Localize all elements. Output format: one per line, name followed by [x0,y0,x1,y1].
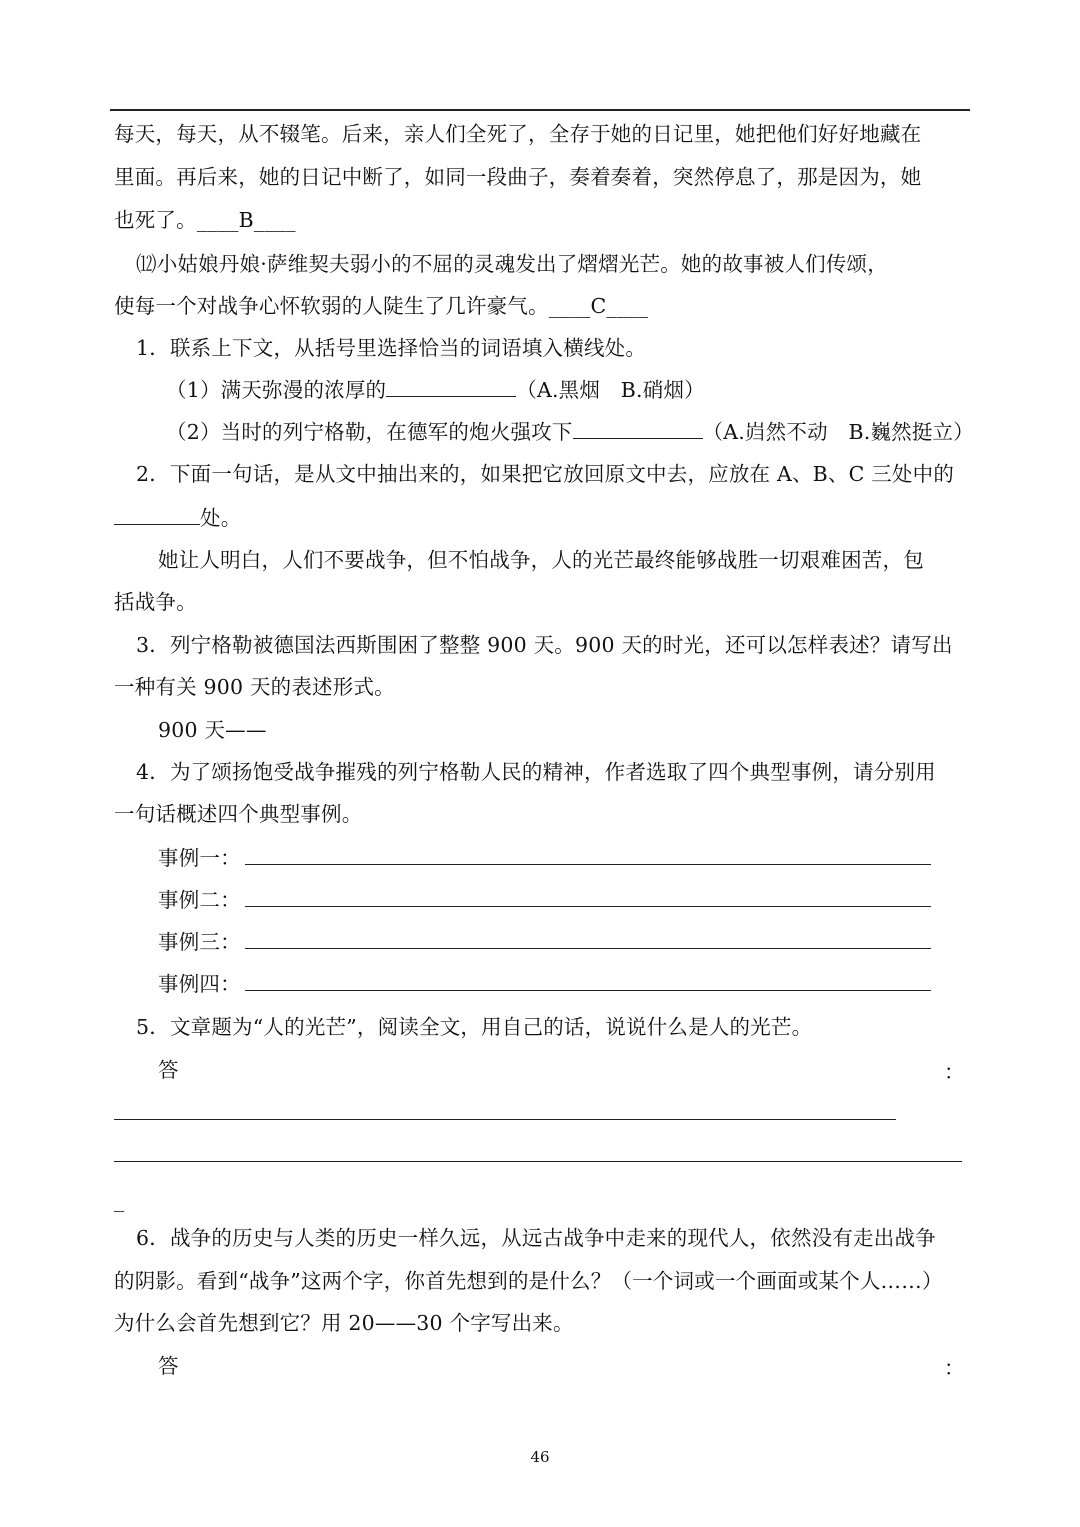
question-2-sentence-line-2: 括战争。 [114,590,197,614]
question-5-answer-line-1[interactable] [114,1119,896,1120]
example-4-label: 事例四： [158,972,241,996]
question-4-prompt-line-1: 4．为了颂扬饱受战争摧残的列宁格勒人民的精神，作者选取了四个典型事例，请分别用 [136,760,936,784]
example-1-row [158,844,931,872]
paragraph-12-line-1: ⑿小姑娘丹娘·萨维契夫弱小的不屈的灵魂发出了熠熠光芒。她的故事被人们传颂， [136,252,888,276]
example-2-label: 事例二： [158,888,241,912]
question-4-prompt-line-2: 一句话概述四个典型事例。 [114,802,363,826]
header-rule [110,109,970,111]
example-3-label: 事例三： [158,930,241,954]
question-6-answer-colon: ： [944,1356,965,1380]
question-1-sub-2 [166,418,974,446]
question-6-prompt-line-1: 6．战争的历史与人类的历史一样久远，从远古战争中走来的现代人，依然没有走出战争 [136,1226,936,1250]
question-2-sentence-line-1: 她让人明白，人们不要战争，但不怕战争，人的光芒最终能够战胜一切艰难困苦，包 [158,548,924,572]
example-4-answer-line[interactable] [245,972,931,991]
question-2-prompt-suffix: 处。 [200,506,242,530]
question-3-prompt-line-2: 一种有关 900 天的表述形式。 [114,675,395,699]
question-1-sub-1-options: （A.黑烟 B.硝烟） [516,378,705,402]
question-6-prompt-line-2: 的阴影。看到“战争”这两个字，你首先想到的是什么？（一个词或一个画面或某个人……） [114,1269,943,1293]
question-1-sub-1-text: （1）满天弥漫的浓厚的 [166,378,387,402]
question-2-prompt-line-2 [114,504,241,532]
question-1-sub-1 [166,376,705,404]
passage-line-1: 每天，每天，从不辍笔。后来，亲人们全死了，全存于她的日记里，她把他们好好地藏在 [114,122,922,146]
page-number: 46 [530,1448,550,1466]
passage-line-2: 里面。再后来，她的日记中断了，如同一段曲子，奏着奏着，突然停息了，那是因为，她 [114,165,922,189]
passage-line-3 [114,206,296,234]
question-1-prompt: 1．联系上下文，从括号里选择恰当的词语填入横线处。 [136,336,647,360]
question-5-answer-colon: ： [944,1060,965,1084]
paragraph-12-line-2 [114,292,648,320]
question-6-answer-label: 答 [158,1354,179,1378]
example-3-answer-line[interactable] [245,930,931,949]
question-5-answer-line-2[interactable] [114,1161,962,1162]
example-1-answer-line[interactable] [245,846,931,865]
question-2-blank[interactable] [114,504,200,525]
question-1-sub-2-options: （A.岿然不动 B.巍然挺立） [702,420,974,444]
question-3-answer-label[interactable]: 900 天—— [158,718,267,742]
question-3-prompt-line-1: 3．列宁格勒被德国法西斯围困了整整 900 天。900 天的时光，还可以怎样表述？请写出 [136,633,953,657]
example-3-row [158,928,931,956]
question-1-sub-2-text: （2）当时的列宁格勒，在德军的炮火强攻下 [166,420,573,444]
question-5-prompt: 5．文章题为“人的光芒”，阅读全文，用自己的话，说说什么是人的光芒。 [136,1015,813,1039]
insertion-mark-b: ____B____ [196,208,296,232]
question-5-answer-tail: _ [114,1188,125,1212]
insertion-mark-c: ____C____ [548,294,649,318]
question-2-prompt-line-1: 2．下面一句话，是从文中抽出来的，如果把它放回原文中去，应放在 A、B、C 三处中的 [136,462,955,486]
example-2-answer-line[interactable] [245,888,931,907]
question-5-answer-label: 答 [158,1058,179,1082]
example-4-row [158,970,931,998]
question-1-sub-2-blank[interactable] [573,418,703,439]
question-6-prompt-line-3: 为什么会首先想到它？用 20——30 个字写出来。 [114,1311,574,1335]
passage-line-3-text: 也死了。 [114,208,197,232]
example-2-row [158,886,931,914]
question-1-sub-1-blank[interactable] [386,376,516,397]
example-1-label: 事例一： [158,846,241,870]
paragraph-12-line-2-text: 使每一个对战争心怀软弱的人陡生了几许豪气。 [114,294,549,318]
